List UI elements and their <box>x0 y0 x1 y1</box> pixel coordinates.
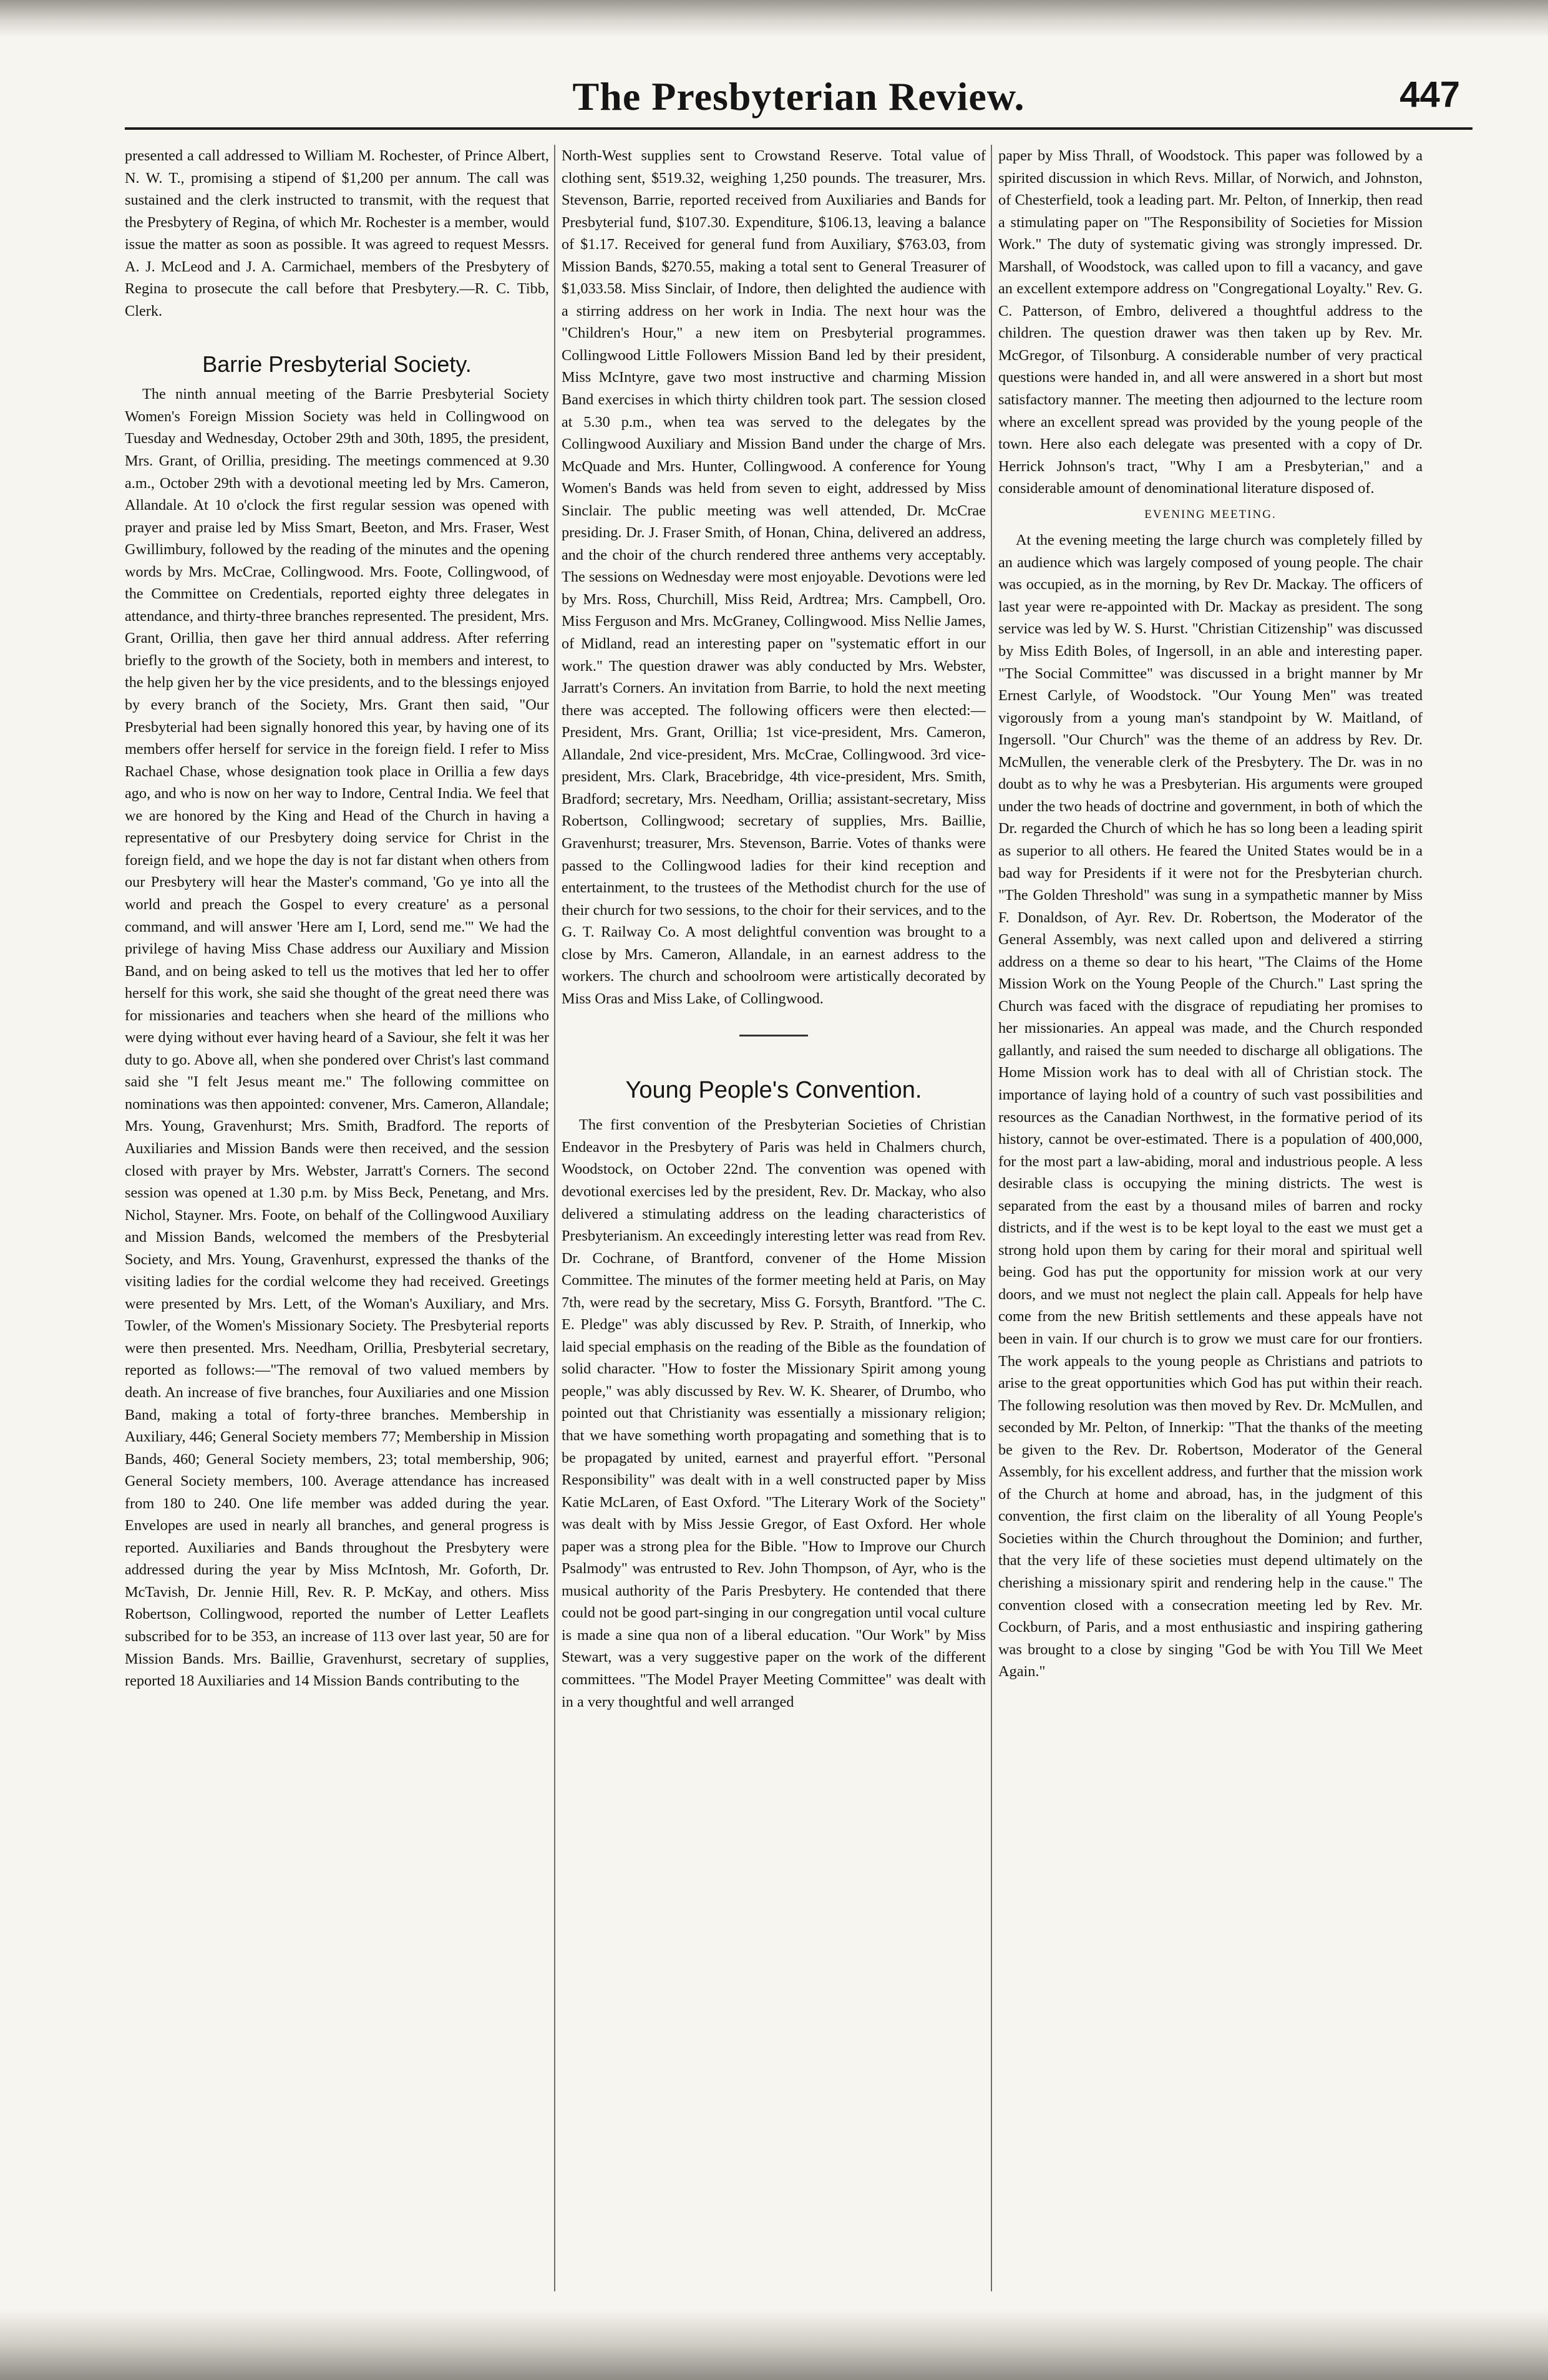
article-paragraph: The first convention of the Presbyterian Societies of Christian Endeavor in the Presbytery of Paris was held in Chalmers church, Woodstock, on October 22nd. The convention was opened with devotional exercises led by the president, Rev. Dr. Mackay, who also delivered a stimulating address on the leading characteristics of Presbyterianism. An exceedingly interesting letter was read from Rev. Dr. Cochrane, of Brantford, convener of the Home Mission Committee. The minutes of the former meeting held at Paris, on May 7th, were read by the secretary, Miss G. Forsyth, Brantford. "The C. E. Pledge" was ably discussed by Rev. P. Straith, of Innerkip, who laid special emphasis on the reading of the Bible as the foundation of solid character. "How to foster the Missionary Spirit among young people," was ably discussed by Rev. W. K. Shearer, of Drumbo, who pointed out that Christianity was essentially a missionary religion; that we have something worth propagating and something that is to be propagated by united, earnest and prayerful effort. "Personal Responsibility" was dealt with in a well constructed paper by Miss Katie McLaren, of East Oxford. "The Literary Work of the Society" was dealt with by Miss Jessie Gregor, of East Oxford. Her whole paper was a strong plea for the Bible. "How to Improve our Church Psalmody" was entrusted to Rev. John Thompson, of Ayr, who is the musical authority of the Paris Presbytery. He contended that there could not be good part-singing in our congregation until vocal culture is made a sine qua non of a liberal education. "Our Work" by Miss Stewart, was a very suggestive paper on the work of the different committees. "The Model Prayer Meeting Committee" was dealt with in a very thoughtful and well arranged <box>562 1116 986 1710</box>
page-number: 447 <box>1400 74 1460 115</box>
column-2 <box>562 145 986 2301</box>
section-separator <box>739 1035 808 1036</box>
article-paragraph: The ninth annual meeting of the Barrie Presbyterial Society Women's Foreign Mission Society was held in Collingwood on Tuesday and Wednesday, October 29th and 30th, 1895, the president, Mrs. Grant, of Orillia, presiding. The meetings commenced at 9.30 a.m., October 29th with a devotional meeting led by Mrs. Cameron, Allandale. At 10 o'clock the first regular session was opened with prayer and praise led by Miss Smart, Beeton, and Mrs. Fraser, West Gwillimbury, followed by the reading of the minutes and the opening words by Mrs. McCrae, Collingwood. Mrs. Foote, Collingwood, of the Committee on Credentials, reported eighty three delegates in attendance, and thirty-three branches represented. The president, Mrs. Grant, Orillia, then gave her third annual address. After referring briefly to the growth of the Society, both in members and interest, to the help given her by the vice presidents, and to the blessings enjoyed by every branch of the Society, Mrs. Grant then said, "Our Presbyterial had been signally honored this year, by having one of its members offer herself for service in the foreign field. I refer to Miss Rachael Chase, whose designation took place in Orillia a few days ago, and who is now on her way to Indore, Central India. We feel that we are honored by the King and Head of the Church in having a representative of our Presbytery doing service for Christ in the foreign field, and we hope the day is not far distant when others from our Presbytery will hear the Master's command, 'Go ye into all the world and preach the Gospel to every creature' as a personal command, and will answer 'Here am I, Lord, send me.'" We had the privilege of having Miss Chase address our Auxiliary and Mission Band, and on being asked to tell us the motives that led her to offer herself for this work, she said she thought of the great need there was for missionaries and teachers when she heard of the millions who were dying without ever having heard of a Saviour, she felt it was her duty to go. Above all, when she pondered over Christ's last command said she "I felt Jesus meant me." The following committee on nominations was then appointed: convener, Mrs. Cameron, Allandale; Mrs. Young, Gravenhurst; Mrs. Smith, Bradford. The reports of Auxiliaries and Mission Bands were then received, and the session closed with prayer by Mrs. Webster, Jarratt's Corners. The second session was opened at 1.30 p.m. by Miss Beck, Penetang, and Mrs. Nichol, Stayner. Mrs. Foote, on behalf of the Collingwood Auxiliary and Mission Bands, welcomed the members of the Presbyterial Society, and Mrs. Young, Gravenhurst, expressed the thanks of the visiting ladies for the cordial welcome they had received. Greetings were presented by Mrs. Lett, of the Woman's Auxiliary, and Mrs. Towler, of the Women's Missionary Society. The Presbyterial reports were then presented. Mrs. Needham, Orillia, Presbyterial secretary, reported as follows:—"The removal of two valued members by death. An increase of five branches, four Auxiliaries and one Mission Band, making a total of forty-three branches. Membership in Auxiliary, 446; General Society members 77; Membership in Mission Bands, 460; General Society members, 23; total membership, 906; General Society members, 100. Average attendance has increased from 180 to 240. One life member was added during the year. Envelopes are used in nearly all branches, and general progress is reported. Auxiliaries and Bands throughout the Presbytery were addressed during the year by Miss McIntosh, Mr. Goforth, Dr. McTavish, Dr. Jennie Hill, Rev. R. P. McKay, and others. Miss Robertson, Collingwood, reported the number of Letter Leaflets subscribed for to be 353, an increase of 113 over last year, 50 are for Mission Bands. Mrs. Baillie, Gravenhurst, secretary of supplies, reported 18 Auxiliaries and 14 Mission Bands contributing to the <box>125 386 549 1690</box>
article-paragraph: North-West supplies sent to Crowstand Reserve. Total value of clothing sent, $519.32, weighing 1,250 pounds. The treasurer, Mrs. Stevenson, Barrie, reported received from Auxiliaries and Bands for Presbyterial fund, $107.30. Expenditure, $106.13, leaving a balance of $1.17. Received for general fund from Auxiliary, $763.03, from Mission Bands, $270.55, making a total sent to General Treasurer of $1,033.58. Miss Sinclair, of Indore, then delighted the audience with a stirring address on her work in India. The next hour was the "Children's Hour," a new item on Presbyterial programmes. Collingwood Little Followers Mission Band led by their president, Miss McIntyre, gave two most instructive and charming Mission Band exercises in which thirty children took part. The session closed at 5.30 p.m., when tea was served to the delegates by the Collingwood Auxiliary and Mission Band under the charge of Mrs. McQuade and Mrs. Hunter, Collingwood. A conference for Young Women's Bands was held from seven to eight, addressed by Miss Sinclair. The public meeting was well attended, Dr. McCrae presiding. Dr. J. Fraser Smith, of Honan, China, delivered an address, and the choir of the church rendered three anthems very acceptably. The sessions on Wednesday were most enjoyable. Devotions were led by Mrs. Ross, Churchill, Miss Reid, Ardtrea; Mrs. Campbell, Oro. Miss Ferguson and Mrs. McGraney, Collingwood. Miss Nellie James, of Midland, read an interesting paper on "systematic effort in our work." The question drawer was ably conducted by Mrs. Webster, Jarratt's Corners. An invitation from Barrie, to hold the next meeting there was accepted. The following officers were then elected:—President, Mrs. Grant, Orillia; 1st vice-president, Mrs. Cameron, Allandale, 2nd vice-president, Mrs. McCrae, Collingwood. 3rd vice-president, Mrs. Clark, Bracebridge, 4th vice-president, Mrs. Smith, Bradford; secretary, Mrs. Needham, Orillia; assistant-secretary, Miss Robertson, Collingwood; secretary of supplies, Mrs. Baillie, Gravenhurst; treasurer, Mrs. Stevenson, Barrie. Votes of thanks were passed to the Collingwood ladies for their kind reception and entertainment, to the trustees of the Methodist church for the use of their church for two sessions, to the choir for their services, and to the G. T. Railway Co. A most delightful convention was brought to a close by Mrs. Cameron, Allandale, in an earnest address to the workers. The church and schoolroom were artistically decorated by Miss Oras and Miss Lake, of Collingwood. <box>562 147 986 1007</box>
column-divider <box>991 145 992 2291</box>
scan-edge-bottom <box>0 2309 1548 2380</box>
article-paragraph: presented a call addressed to William M. Rochester, of Prince Albert, N. W. T., promising a stipend of $1,200 per annum. The call was sustained and the clerk instructed to transmit, with the request that the Presbytery of Regina, of which Mr. Rochester is a member, would issue the matter as soon as possible. It was agreed to request Messrs. A. J. McLeod and J. A. Carmichael, members of the Presbytery of Regina to prosecute the call before that Presbytery.—R. C. Tibb, Clerk. <box>125 147 549 319</box>
subheading-evening-meeting: EVENING MEETING. <box>1144 507 1277 521</box>
column-divider <box>554 145 555 2291</box>
section-heading-young-peoples-convention: Young People's Convention. <box>625 1077 922 1104</box>
column-1 <box>125 145 549 2301</box>
header-rule <box>125 127 1473 130</box>
article-paragraph: At the evening meeting the large church was completely filled by an audience which was largely composed of young people. The chair was occupied, as in the morning, by Rev Dr. Mackay. The officers of last year were re-appointed with Dr. Mackay as president. The song service was led by W. S. Hurst. "Christian Citizenship" was discussed by Miss Edith Boles, of Ingersoll, in an able and interesting paper. "The Social Committee" was discussed in a bright manner by Mr Ernest Carlyle, of Woodstock. "Our Young Men" was treated vigorously from a young man's standpoint by W. Maitland, of Ingersoll. "Our Church" was the theme of an address by Rev. Dr. McMullen, the venerable clerk of the Presbytery. The Dr. was in no doubt as to why he was a Presbyterian. His arguments were grouped under the two heads of doctrine and government, in both of which the Dr. regarded the Church of which he has so long been a leading spirit as superior to all others. He feared the United States would be in a bad way for Presidents if it were not for the Presbyterian church. "The Golden Threshold" was sung in a sympathetic manner by Miss F. Donaldson, of Ayr. Rev. Dr. Robertson, the Moderator of the General Assembly, was next called upon and delivered a stirring address on a theme so dear to his heart, "The Claims of the Home Mission Work on the Young People of the Church." Last spring the Church was faced with the disgrace of repudiating her promises to her missionaries. An appeal was made, and the Church responded gallantly, and raised the sum needed to discharge all obligations. The Home Mission work has to deal with all of Christian stock. The importance of laying hold of a country of such vast possibilities and resources as the Canadian Northwest, in the formative period of its history, cannot be over-estimated. There is a population of 400,000, for the most part a law-abiding, moral and industrious people. A less desirable class is occupying the mining districts. The west is separated from the east by a thousand miles of barren and rocky districts, and if the west is to be kept loyal to the east we must get a strong hold upon them by caring for their moral and spiritual well being. God has put the opportunity for mission work at our very doors, and we must not neglect the plain call. Appeals for help have come from the new British settlements and these appeals have not been in vain. If our church is to grow we must care for our frontiers. The work appeals to the young people as Christians and patriots to arise to the great opportunities which God has put within their reach. The following resolution was then moved by Rev. Dr. McMullen, and seconded by Mr. Pelton, of Innerkip: "That the thanks of the meeting be given to the Rev. Dr. Robertson, Moderator of the General Assembly, for his excellent address, and further that the mission work of the Church at home and abroad, has, in the judgment of this convention, the first claim on the liberality of all Young People's Societies within the Church throughout the Dominion; and further, that the very life of these societies must depend ultimately on the cherishing a missionary spirit and rendering help in the cause." The convention closed with a consecration meeting led by Rev. Mr. Cockburn, of Paris, and a most enthusiastic and inspiring gathering was brought to a close by singing "God be with You Till We Meet Again." <box>998 532 1423 1680</box>
scan-edge-top <box>0 0 1548 37</box>
section-heading-barrie-society: Barrie Presbyterial Society. <box>202 351 472 378</box>
column-3 <box>998 145 1423 2301</box>
article-paragraph: paper by Miss Thrall, of Woodstock. This paper was followed by a spirited discussion in which Revs. Millar, of Norwich, and Johnston, of Chesterfield, took a leading part. Mr. Pelton, of Innerkip, then read a stimulating paper on "The Responsibility of Societies for Mission Work." The duty of systematic giving was strongly impressed. Dr. Marshall, of Woodstock, was called upon to fill a vacancy, and gave an excellent extempore address on "Congregational Loyalty." Rev. G. C. Patterson, of Embro, delivered a thoughtful address to the children. The question drawer was then taken up by Rev. Mr. McGregor, of Tilsonburg. A considerable number of very practical questions were handed in, and all were answered in a short but most satisfactory manner. The meeting then adjourned to the lecture room where an excellent spread was provided by the young people of the town. Here also each delegate was presented with a copy of Dr. Herrick Johnson's tract, "Why I am a Presbyterian," and a considerable amount of denominational literature disposed of. <box>998 147 1423 497</box>
page-title: The Presbyterian Review. <box>572 74 1025 119</box>
